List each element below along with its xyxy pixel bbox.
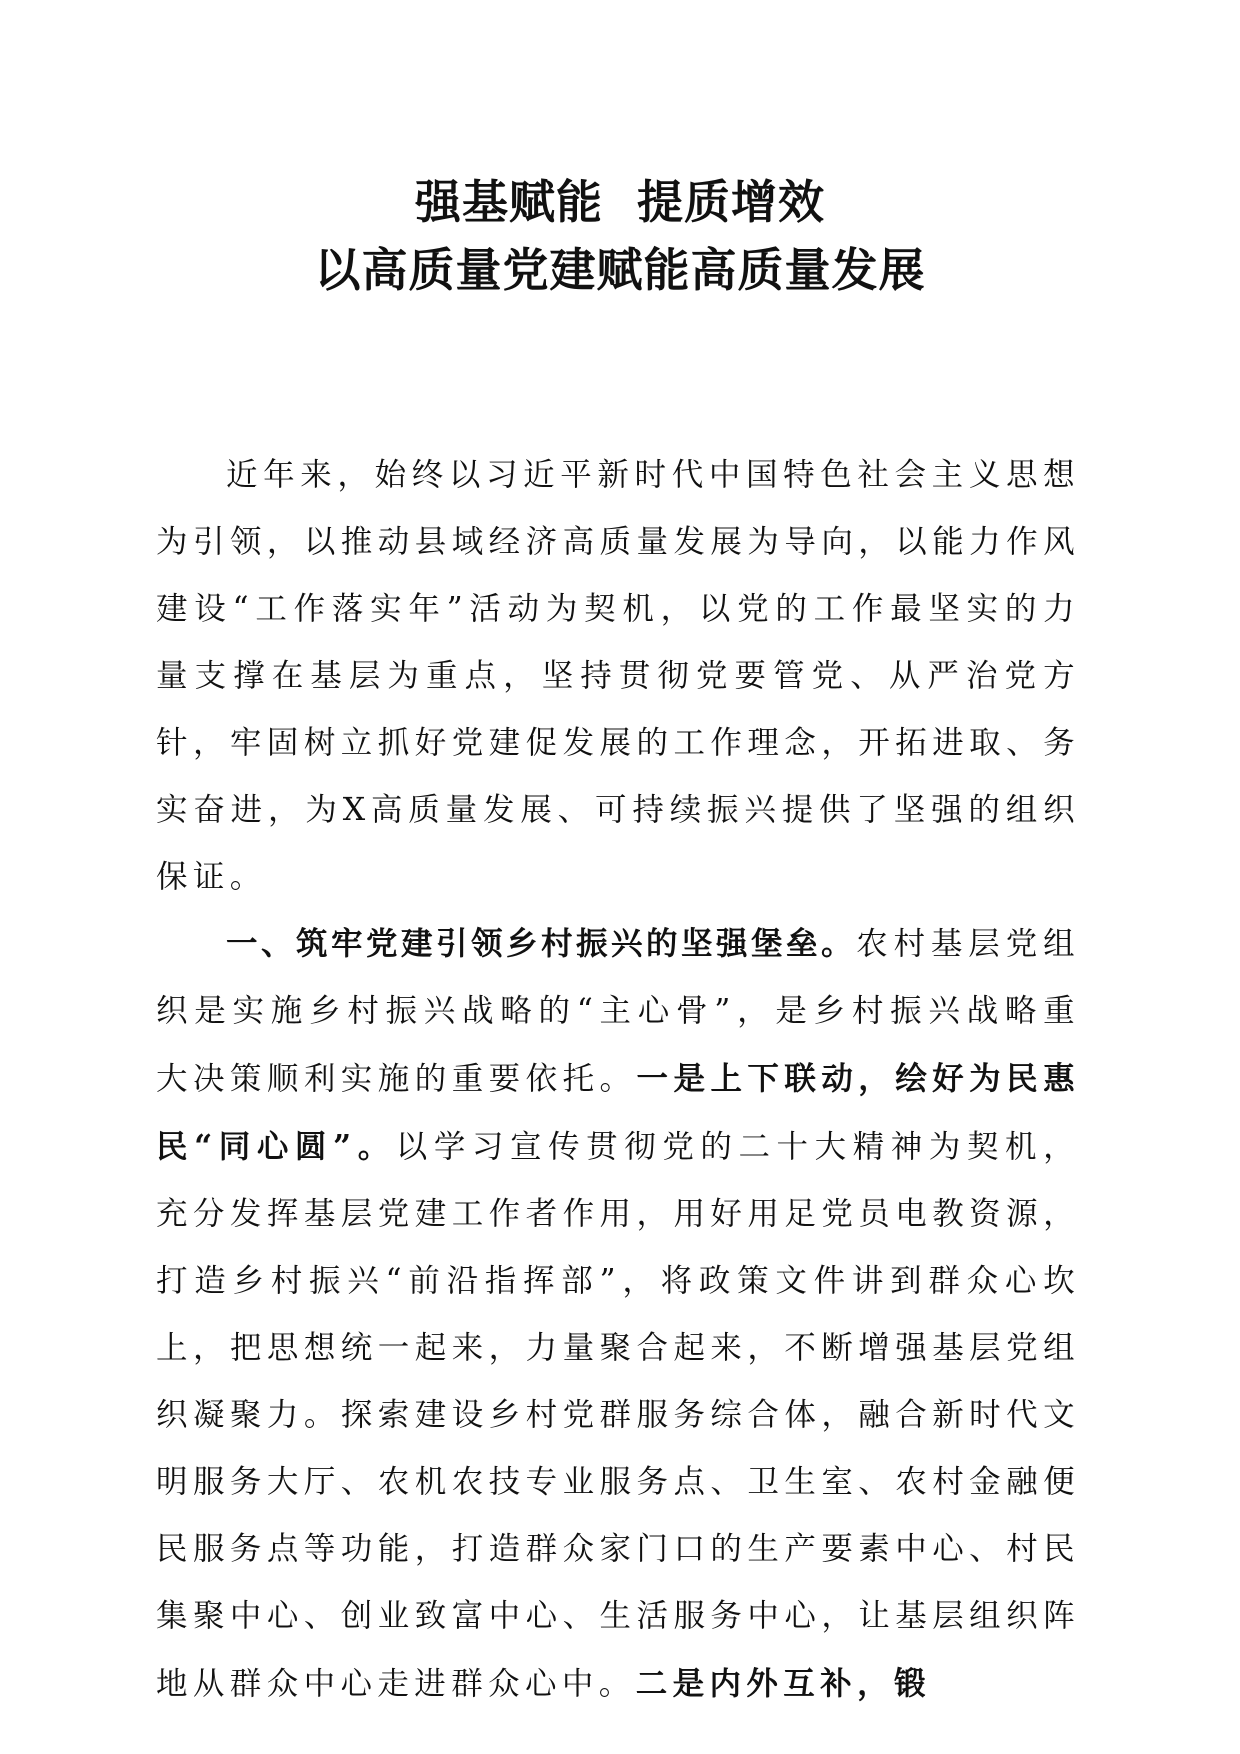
point-two-heading: 二是内外互补，锻 [635, 1665, 931, 1702]
document-title [0, 168, 1240, 304]
intro-paragraph: 近年来，始终以习近平新时代中国特色社会主义思想为引领，以推动县域经济高质量发展为导向，以能力作风建设“工作落实年”活动为契机，以党的工作最坚实的力量支撑在基层为重点，坚持贯彻党要管党、从严治党方针，牢固树立抓好党建促发展的工作理念，开拓进取、务实奋进，为X高质量发展、可持续振兴提供了坚强的组织保证。 [156, 457, 1080, 895]
section-one-paragraph [156, 911, 1080, 1718]
section-one-text-1: 农村基层党组织是实施乡村振兴战略的“主心骨”，是乡村振兴战略重大决策顺利实施的重要依托。 [156, 926, 1080, 1097]
point-one-heading: 一是上下联动，绘好为民惠民“同心圆”。 [156, 1060, 1080, 1165]
document-body [156, 442, 1080, 1718]
title-line-2: 以高质量党建赋能高质量发展 [314, 243, 926, 297]
section-one-heading: 一、筑牢党建引领乡村振兴的坚强堡垒。 [226, 926, 857, 962]
section-one-text-2: 以学习宣传贯彻党的二十大精神为契机，充分发挥基层党建工作者作用，用好用足党员电教资源，打造乡村振兴“前沿指挥部”，将政策文件讲到群众心坎上，把思想统一起来，力量聚合起来，不断增强基层党组织凝聚力。探索建设乡村党群服务综合体，融合新时代文明服务大厅、农机农技专业服务点、卫生室、农村金融便民服务点等功能，打造群众家门口的生产要素中心、村民集聚中心、创业致富中心、生活服务中心，让基层组织阵地从群众中心走进群众心中。 [156, 1129, 1080, 1702]
title-line-1: 强基赋能 提质增效 [414, 175, 826, 229]
